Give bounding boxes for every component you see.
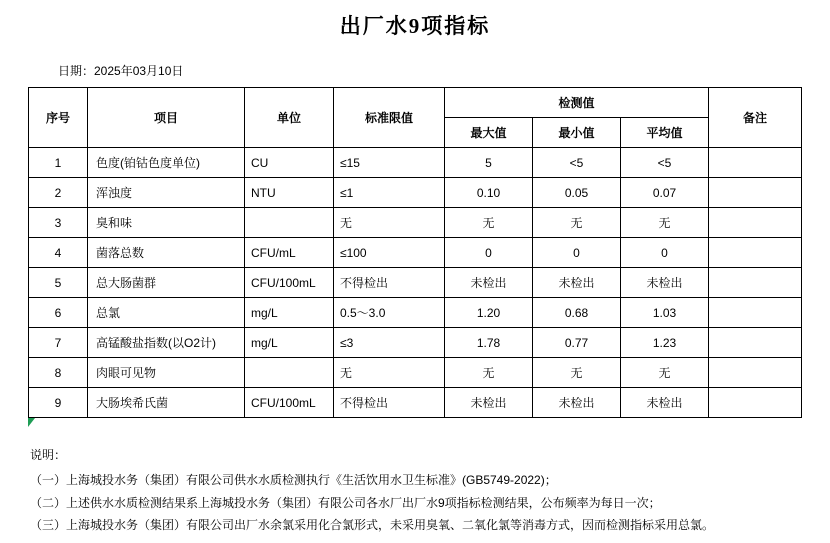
cell-min: 0: [533, 238, 621, 268]
notes-title: 说明：: [30, 448, 67, 462]
cell-unit: NTU: [245, 178, 334, 208]
cell-unit: CU: [245, 148, 334, 178]
column-header-min: 最小值: [533, 118, 621, 148]
cell-max: 1.20: [445, 298, 533, 328]
cell-note: [709, 328, 802, 358]
cell-item: 臭和味: [88, 208, 245, 238]
cell-item: 总氯: [88, 298, 245, 328]
column-header-max: 最大值: [445, 118, 533, 148]
cell-min: 无: [533, 208, 621, 238]
cell-index: 9: [29, 388, 88, 418]
column-header-measured-group: 检测值: [445, 88, 709, 118]
cell-unit: CFU/100mL: [245, 268, 334, 298]
green-triangle-marker: [28, 418, 35, 427]
cell-limit: 不得检出: [334, 268, 445, 298]
cell-note: [709, 148, 802, 178]
table-header-row-1: [29, 88, 802, 118]
column-header-limit: 标准限值: [334, 88, 445, 148]
cell-index: 6: [29, 298, 88, 328]
cell-max: 无: [445, 358, 533, 388]
cell-limit: ≤100: [334, 238, 445, 268]
cell-avg: 0.07: [621, 178, 709, 208]
column-header-index: 序号: [29, 88, 88, 148]
document-page: [0, 10, 830, 543]
cell-item: 高锰酸盐指数(以O2计): [88, 328, 245, 358]
report-date: 日期：2025年03月10日: [58, 64, 184, 78]
cell-limit: ≤1: [334, 178, 445, 208]
table-row: [29, 298, 802, 328]
cell-max: 无: [445, 208, 533, 238]
table-row: [29, 358, 802, 388]
cell-min: 未检出: [533, 388, 621, 418]
table-body: [29, 148, 802, 418]
cell-index: 1: [29, 148, 88, 178]
cell-unit: CFU/mL: [245, 238, 334, 268]
table-row: [29, 268, 802, 298]
cell-min: 未检出: [533, 268, 621, 298]
cell-limit: 无: [334, 358, 445, 388]
cell-limit: 不得检出: [334, 388, 445, 418]
cell-min: 0.77: [533, 328, 621, 358]
table-row: [29, 238, 802, 268]
cell-index: 2: [29, 178, 88, 208]
cell-item: 菌落总数: [88, 238, 245, 268]
cell-note: [709, 178, 802, 208]
cell-max: 1.78: [445, 328, 533, 358]
column-header-unit: 单位: [245, 88, 334, 148]
cell-avg: 未检出: [621, 268, 709, 298]
cell-limit: ≤15: [334, 148, 445, 178]
cell-avg: 未检出: [621, 388, 709, 418]
cell-index: 3: [29, 208, 88, 238]
cell-avg: 无: [621, 208, 709, 238]
cell-unit: mg/L: [245, 298, 334, 328]
cell-item: 总大肠菌群: [88, 268, 245, 298]
cell-item: 大肠埃希氏菌: [88, 388, 245, 418]
cell-max: 5: [445, 148, 533, 178]
cell-item: 浑浊度: [88, 178, 245, 208]
note-item: （一）上海城投水务（集团）有限公司供水水质检测执行《生活饮用水卫生标准》(GB5749-2022)；: [30, 472, 557, 487]
cell-index: 8: [29, 358, 88, 388]
notes-section: [30, 444, 830, 537]
table-row: [29, 388, 802, 418]
table-header: [29, 88, 802, 148]
cell-item: 肉眼可见物: [88, 358, 245, 388]
column-header-avg: 平均值: [621, 118, 709, 148]
cell-note: [709, 358, 802, 388]
cell-max: 未检出: [445, 268, 533, 298]
page-title: 出厂水9项指标: [339, 14, 491, 38]
note-item: （三）上海城投水务（集团）有限公司出厂水余氯采用化合氯形式，未采用臭氧、二氧化氯等消毒方式，因而检测指标采用总氯。: [30, 518, 715, 533]
cell-max: 0.10: [445, 178, 533, 208]
cell-limit: 0.5～3.0: [334, 298, 445, 328]
cell-index: 5: [29, 268, 88, 298]
cell-min: 无: [533, 358, 621, 388]
cell-min: 0.05: [533, 178, 621, 208]
cell-avg: 1.23: [621, 328, 709, 358]
cell-unit: mg/L: [245, 328, 334, 358]
cell-avg: <5: [621, 148, 709, 178]
cell-min: 0.68: [533, 298, 621, 328]
cell-note: [709, 388, 802, 418]
cell-limit: 无: [334, 208, 445, 238]
cell-note: [709, 238, 802, 268]
cell-max: 未检出: [445, 388, 533, 418]
cell-unit: [245, 208, 334, 238]
cell-avg: 1.03: [621, 298, 709, 328]
cell-note: [709, 268, 802, 298]
cell-min: <5: [533, 148, 621, 178]
column-header-item: 项目: [88, 88, 245, 148]
cell-unit: CFU/100mL: [245, 388, 334, 418]
table-row: [29, 208, 802, 238]
cell-avg: 0: [621, 238, 709, 268]
table-row: [29, 328, 802, 358]
water-quality-table: [28, 87, 802, 418]
table-row: [29, 178, 802, 208]
cell-max: 0: [445, 238, 533, 268]
note-item: （二）上述供水水质检测结果系上海城投水务（集团）有限公司各水厂出厂水9项指标检测结果，公布频率为每日一次；: [30, 495, 661, 510]
cell-note: [709, 298, 802, 328]
cell-index: 7: [29, 328, 88, 358]
table-row: [29, 148, 802, 178]
cell-limit: ≤3: [334, 328, 445, 358]
cell-unit: [245, 358, 334, 388]
cell-note: [709, 208, 802, 238]
cell-item: 色度(铂钴色度单位): [88, 148, 245, 178]
cell-index: 4: [29, 238, 88, 268]
column-header-note: 备注: [709, 88, 802, 148]
cell-avg: 无: [621, 358, 709, 388]
